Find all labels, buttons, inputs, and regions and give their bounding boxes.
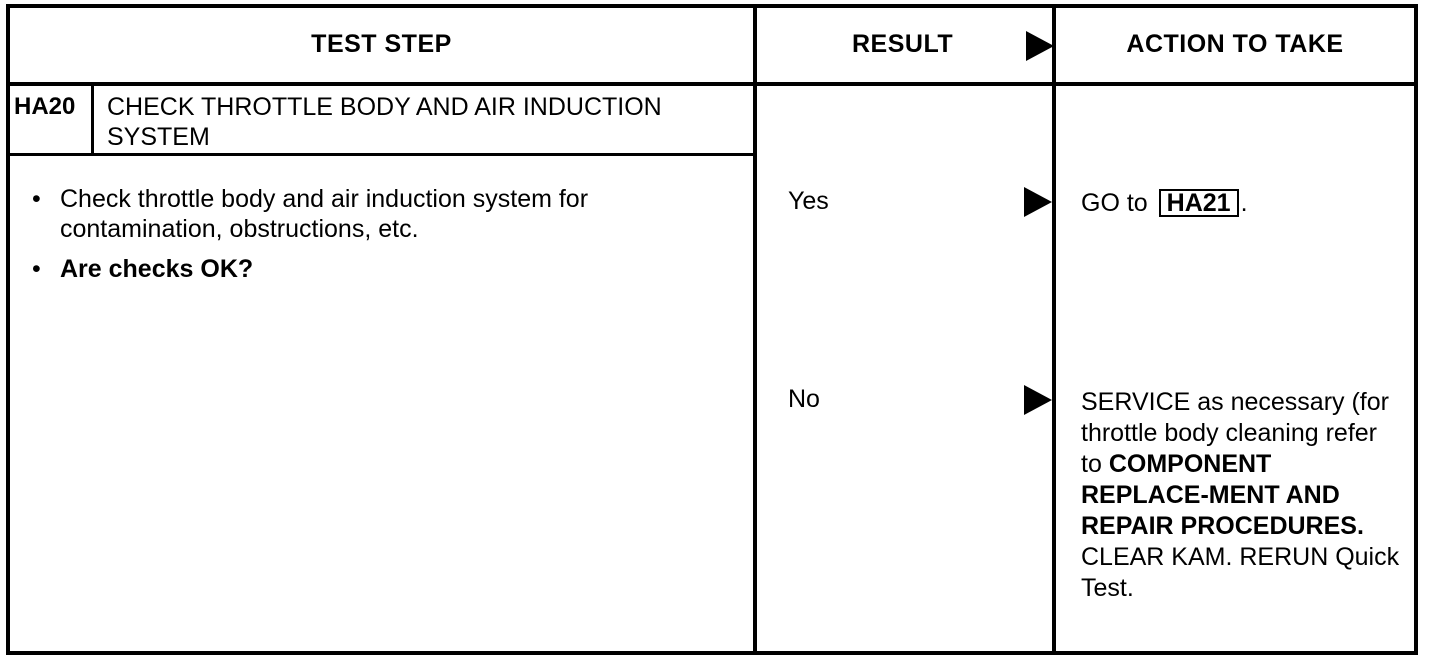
action-no — [1081, 387, 1403, 604]
header-result: RESULT — [852, 29, 954, 58]
bullet-icon: • — [32, 255, 41, 283]
bullet-icon: • — [32, 185, 41, 213]
action-yes-prefix: GO to — [1081, 189, 1148, 217]
header-test-step: TEST STEP — [311, 29, 452, 58]
action-yes-suffix: . — [1240, 189, 1248, 217]
instruction-item — [28, 184, 728, 244]
table-bottom-border — [6, 651, 1418, 655]
header-action-to-take: ACTION TO TAKE — [1126, 29, 1344, 58]
result-yes-arrow-icon — [1024, 187, 1052, 217]
instruction-list — [28, 184, 728, 294]
result-yes: Yes — [788, 187, 829, 215]
instruction-item — [28, 254, 728, 284]
step-id-divider — [91, 84, 94, 154]
result-no-arrow-icon — [1024, 385, 1052, 415]
column-divider-result — [753, 4, 757, 655]
instruction-question: Are checks OK? — [60, 255, 254, 283]
column-divider-action — [1052, 4, 1056, 655]
instruction-text: Check throttle body and air induction system for contamination, obstructions, etc. — [60, 185, 589, 243]
step-title-bottom-border — [6, 153, 756, 156]
action-yes — [1081, 188, 1248, 218]
header-arrow-icon — [1026, 31, 1054, 61]
step-title: CHECK THROTTLE BODY AND AIR INDUCTION SYSTEM — [107, 93, 662, 151]
result-no: No — [788, 385, 820, 413]
table-left-border — [6, 4, 10, 655]
action-no-part3: CLEAR KAM. RERUN Quick Test. — [1081, 543, 1400, 602]
table-right-border — [1414, 4, 1418, 655]
action-yes-step-ref: HA21 — [1159, 189, 1239, 217]
step-id: HA20 — [14, 93, 76, 120]
action-no-part2: COMPONENT REPLACE-MENT AND REPAIR PROCEDURES. — [1081, 450, 1364, 540]
action-no-part1: SERVICE as necessary (for throttle body cleaning refer to — [1081, 388, 1389, 478]
